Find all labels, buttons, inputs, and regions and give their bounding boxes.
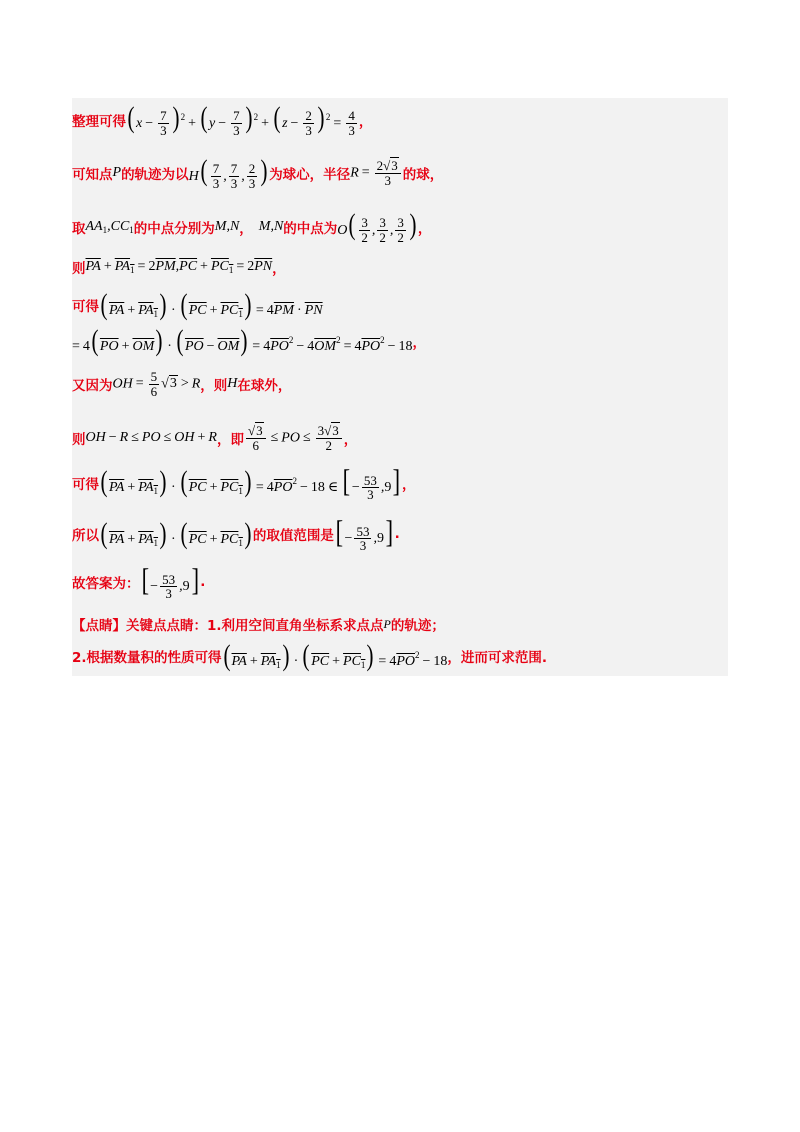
line-midpoints: 取 $AA_1,CC_1$ 的中点分别为 M,N ， M,N 的中点为 O( $\frac{3}{2}$ , $\frac{3}{2}$ , $\frac{3}{2}$ ) ， [72, 207, 432, 245]
line-result-range: 可得 ( $\overline{PA} + PA_1$) · ( $\overline{PC} + PC_1) = 4\overline{PO}^2 - 18$ ∈ [ − $\frac{53}{3}$ ,9] ， [72, 462, 416, 503]
line-locus: 可知点 P 的轨迹为以 H( $\frac{7}{3}$ , $\frac{7}{3}$ , $\frac{2}{3}$ ) 为球心，半径 R = $\frac{2√3}{3}$ 的球， [72, 153, 444, 191]
line-key-point-1: 【点睛】关键点点睛：1.利用空间直角坐标系求点点 P 的轨迹； [72, 616, 445, 634]
line-expansion: = 4( $\overline{PO} + \overline{OM}$) · ( $\overline{PO} - \overline{OM}) = 4\overline{PO}^2 - 4\overline{OM}^2 = 4\overline{PO}^2 - 18$ ， [72, 324, 427, 357]
line-outside-sphere: 又因为 OH = $\frac{5}{6}$ √3 > R ，则 H 在球外， [72, 368, 292, 399]
line-vector-sum: 则 $\overline{PA} + PA_1 = 2\overline{PM},\overline{PC} + PC_1 = 2\overline{PN}$ ， [72, 259, 286, 277]
line-key-point-2: 2.根据数量积的性质可得 ( $\overline{PA} + PA_1$) · ( $\overline{PC} + PC_1) = 4\overline{PO}^2 - 18$ ，进而可求范围. [72, 639, 548, 672]
line-dot-product: 可得 ( $\overline{PA} + PA_1$) · ( $\overline{PC} + PC_1) = 4\overline{PM} \cdot \overline{PN}$ [72, 288, 323, 321]
line-sphere-equation: 整理可得 ( x − $\frac{7}{3}$ ) $^2$ + ( y − $\frac{7}{3}$ ) $^2$ + ( z − $\frac{2}{3}$ ) $^2$ = $\frac{4}{3}$ ， [72, 100, 373, 138]
line-conclusion: 所以 ( $\overline{PA} + PA_1$) · ( $\overline{PC} + PC_1$) 的取值范围是 [ − $\frac{53}{3}$ ,9] . [72, 513, 400, 554]
line-answer: 故答案为： [ − $\frac{53}{3}$ ,9] . [72, 561, 206, 602]
line-po-range: 则 OH − R ≤ PO ≤ OH + R ，即 $\frac{√3}{6}$ ≤ PO ≤ $\frac{3√3}{2}$ ， [72, 422, 358, 453]
